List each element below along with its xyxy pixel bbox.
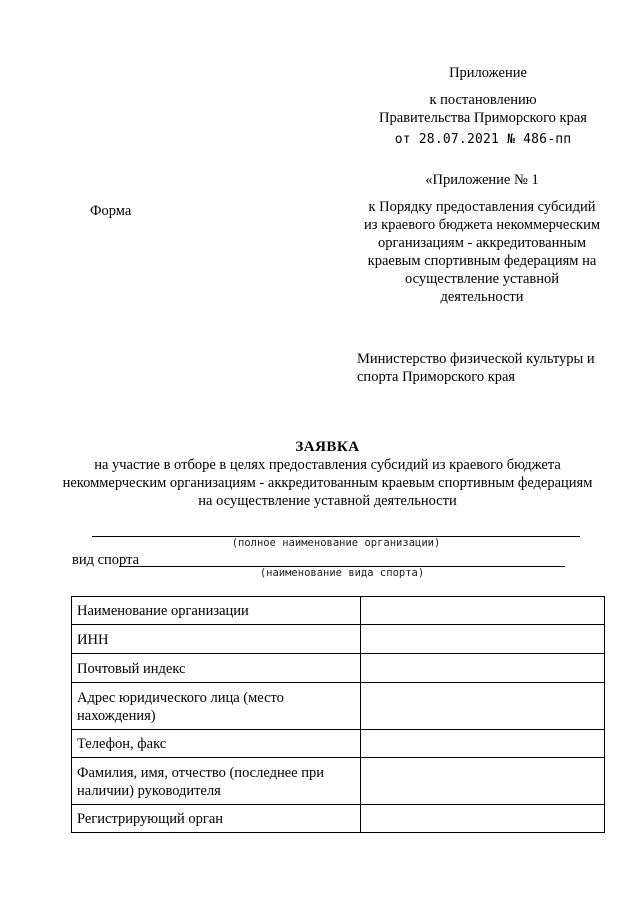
table-row [72,758,605,805]
sport-type-label: вид спорта [72,552,140,568]
table-row [72,597,605,625]
row-value-head-name[interactable] [361,758,605,805]
order-reference-text: к Порядку предоставления субсидий из краевого бюджета некоммерческим организациям - аккредитованным краевым спортивным федерациям на осуществление уставной деятельности [363,199,601,305]
application-title: ЗАЯВКА [295,439,360,455]
form-label: Форма [90,203,132,219]
row-label-inn: ИНН [72,625,361,654]
row-value-phone-fax[interactable] [361,730,605,758]
row-label-legal-address: Адрес юридического лица (место нахождения) [72,683,361,730]
organization-name-caption: (полное наименование организации) [231,537,441,549]
table-row [72,730,605,758]
resolution-issuer: Правительства Приморского края [379,110,587,126]
sport-type-caption: (наименование вида спорта) [259,567,425,579]
application-subtitle: на участие в отборе в целях предоставления субсидий из краевого бюджета некоммерческим организациям - аккредитованным краевым спортивным федерациям на осуществление уставной деятельности [62,457,593,509]
row-label-postal-code: Почтовый индекс [72,654,361,683]
organization-info-table [71,596,605,833]
ministry-addressee: Министерство физической культуры и спорта Приморского края [357,351,595,385]
row-value-org-name[interactable] [361,597,605,625]
row-value-postal-code[interactable] [361,654,605,683]
row-value-legal-address[interactable] [361,683,605,730]
resolution-date-number: от 28.07.2021 № 486-пп [394,132,572,147]
appendix-1-header [362,171,602,306]
table-row [72,683,605,730]
appendix-title: Приложение [449,65,527,81]
table-row [72,625,605,654]
row-value-registering-authority[interactable] [361,805,605,833]
table-row [72,654,605,683]
row-label-phone-fax: Телефон, факс [72,730,361,758]
resolution-reference: к постановлению [429,92,537,108]
row-label-org-name: Наименование организации [72,597,361,625]
row-label-registering-authority: Регистрирующий орган [72,805,361,833]
row-value-inn[interactable] [361,625,605,654]
row-label-head-name: Фамилия, имя, отчество (последнее при наличии) руководителя [72,758,361,805]
appendix-1-title: «Приложение № 1 [425,172,539,188]
appendix-header [360,64,606,149]
table-row [72,805,605,833]
